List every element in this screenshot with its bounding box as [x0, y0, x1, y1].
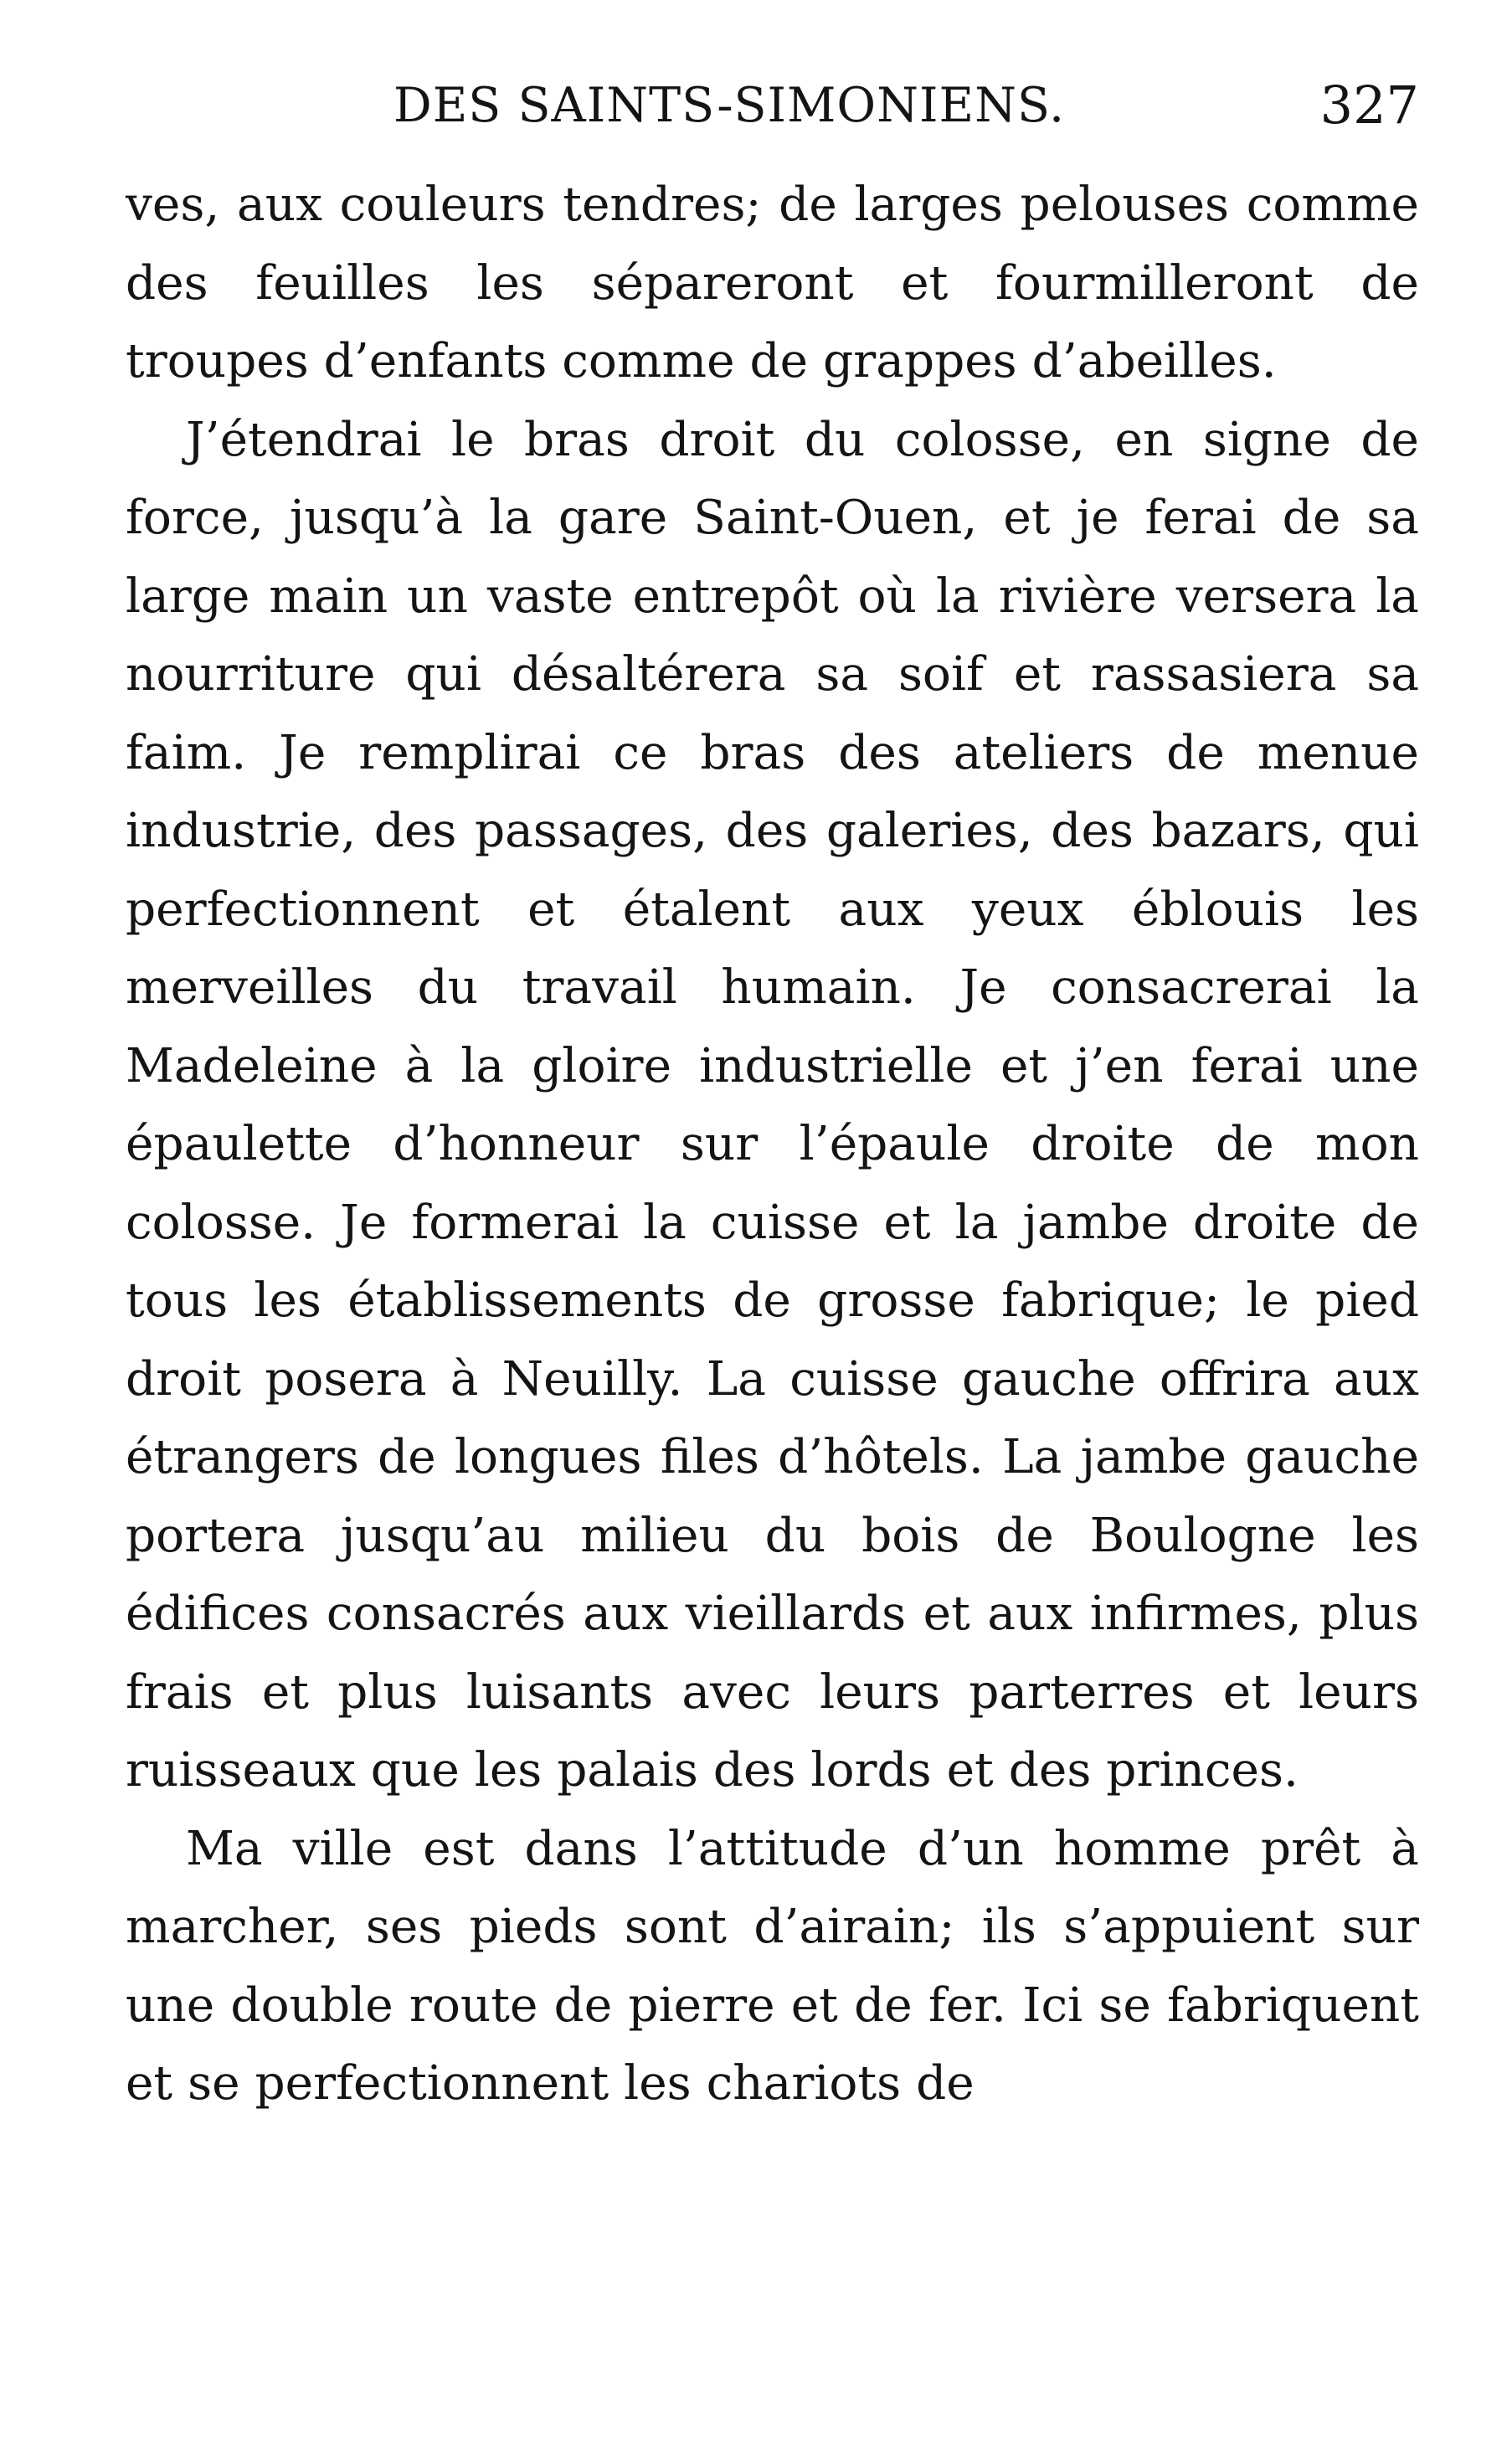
page-number: 327: [1319, 75, 1419, 136]
running-title: DES SAINTS-SIMONIENS.: [393, 78, 1066, 133]
body-text: [126, 166, 1419, 2123]
page-header: [126, 72, 1419, 139]
paragraph-colossus: J’étendrai le bras droit du colosse, en signe de force, jusqu’à la gare Saint-Ouen, et je ferai de sa large main un vaste entrepôt où la rivière versera la nourriture qui désaltérera sa soif et rassasiera sa faim. Je remplirai ce bras des ateliers de menue industrie, des passages, des galeries, des bazars, qui perfectionnent et étalent aux yeux éblouis les merveilles du travail humain. Je consacrerai la Madeleine à la gloire industrielle et j’en ferai une épaulette d’honneur sur l’épaule droite de mon colosse. Je formerai la cuisse et la jambe droite de tous les établissements de grosse fabrique; le pied droit posera à Neuilly. La cuisse gauche offrira aux étrangers de longues files d’hôtels. La jambe gauche portera jusqu’au milieu du bois de Boulogne les édifices consacrés aux vieillards et aux infirmes, plus frais et plus luisants avec leurs parterres et leurs ruisseaux que les palais des lords et des princes.: [126, 412, 1419, 1798]
paragraph-city-attitude: Ma ville est dans l’attitude d’un homme prêt à marcher, ses pieds sont d’airain; ils s’appuient sur une double route de pierre et de fer. Ici se fabriquent et se perfectionnent les chariots de: [126, 1821, 1419, 2111]
paragraph-continuation: ves, aux couleurs tendres; de larges pelouses comme des feuilles les sépareront et fourmilleront de troupes d’enfants comme de grappes d’abeilles.: [126, 177, 1419, 388]
